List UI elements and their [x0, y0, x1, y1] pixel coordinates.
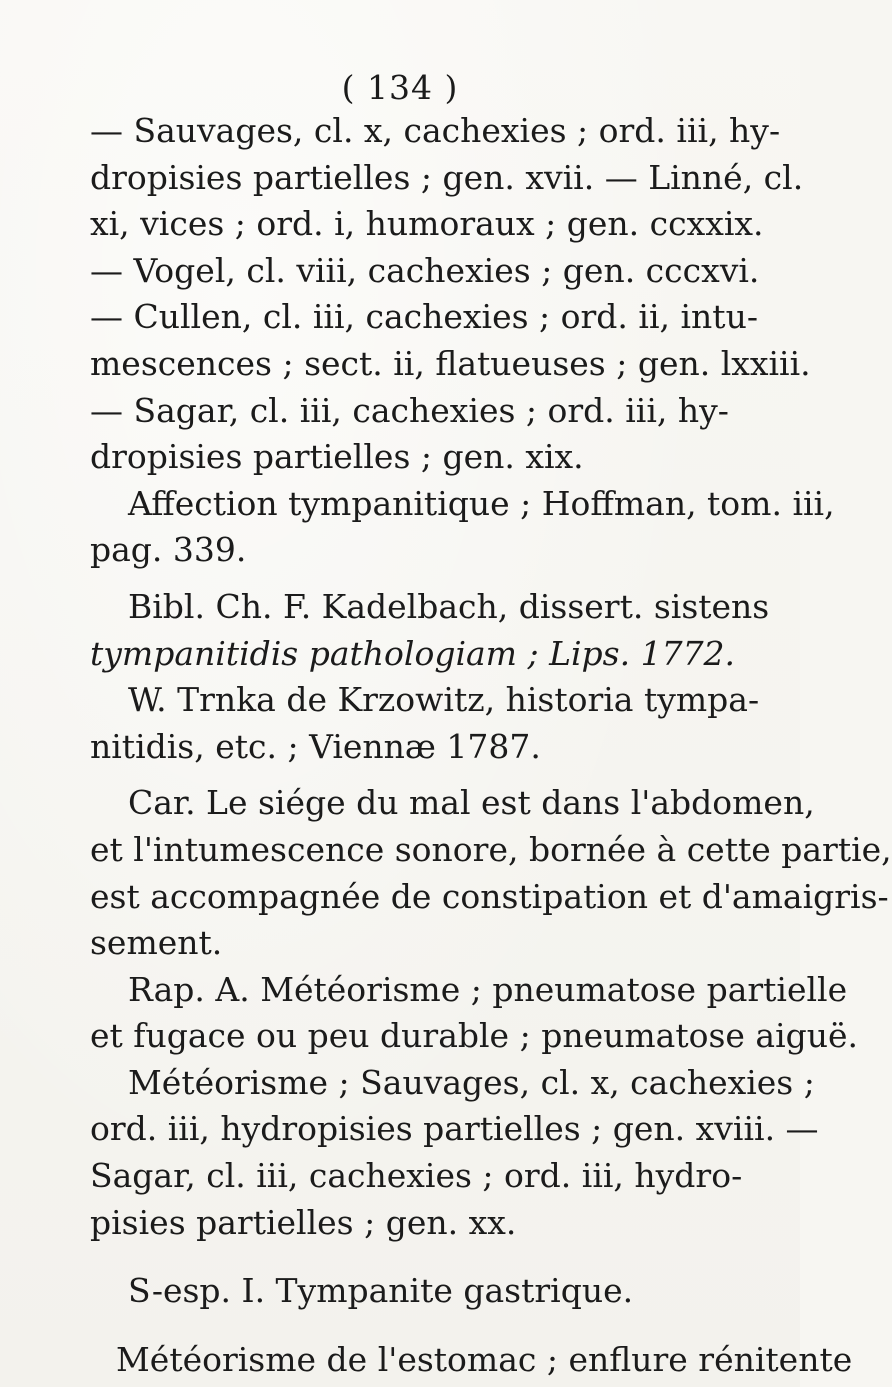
text-line: — Vogel, cl. viii, cachexies ; gen. cccxvi.	[90, 250, 760, 290]
text-line: — Sagar, cl. iii, cachexies ; ord. iii, hy-	[90, 390, 729, 430]
text-line: mescences ; sect. ii, flatueuses ; gen. lxxiii.	[90, 343, 811, 383]
text-line: ord. iii, hydropisies partielles ; gen. xviii. —	[90, 1109, 819, 1149]
text-line: est accompagnée de constipation et d'amaigris-	[90, 876, 889, 916]
text-line: — Sauvages, cl. x, cachexies ; ord. iii, hy-	[90, 111, 781, 150]
text-line: dropisies partielles ; gen. xix.	[90, 437, 584, 477]
text-line: Car. Le siége du mal est dans l'abdomen,	[128, 783, 815, 823]
text-line: W. Trnka de Krzowitz, historia tympa-	[128, 680, 760, 720]
text-line: xi, vices ; ord. i, humoraux ; gen. ccxxix.	[90, 204, 764, 244]
text-line: Sagar, cl. iii, cachexies ; ord. iii, hydro-	[90, 1156, 743, 1196]
text-line: nitidis, etc. ; Viennæ 1787.	[90, 726, 541, 766]
text-line: Météorisme ; Sauvages, cl. x, cachexies ;	[128, 1062, 815, 1102]
page-number: ( 134 )	[341, 68, 459, 107]
text-line: pag. 339.	[90, 530, 247, 570]
text-line: et l'intumescence sonore, bornée à cette partie,	[90, 829, 892, 869]
text-line: Météorisme de l'estomac ; enflure rénitente	[116, 1339, 853, 1379]
text-line: tympanitidis pathologiam ; Lips. 1772.	[90, 633, 736, 673]
text-line: et fugace ou peu durable ; pneumatose aiguë.	[90, 1016, 859, 1056]
page-text	[90, 108, 892, 1383]
text-line: — Cullen, cl. iii, cachexies ; ord. ii, intu-	[90, 297, 758, 337]
text-line: Rap. A. Météorisme ; pneumatose partielle	[128, 969, 848, 1009]
text-line: Bibl. Ch. F. Kadelbach, dissert. sistens	[128, 586, 770, 626]
text-line: pisies partielles ; gen. xx.	[90, 1202, 517, 1242]
section-heading: S-esp. I. Tympanite gastrique.	[128, 1271, 634, 1311]
text-line: dropisies partielles ; gen. xvii. — Linné, cl.	[90, 157, 804, 197]
text-line: Affection tympanitique ; Hoffman, tom. iii,	[128, 483, 835, 523]
text-line: sement.	[90, 923, 223, 963]
